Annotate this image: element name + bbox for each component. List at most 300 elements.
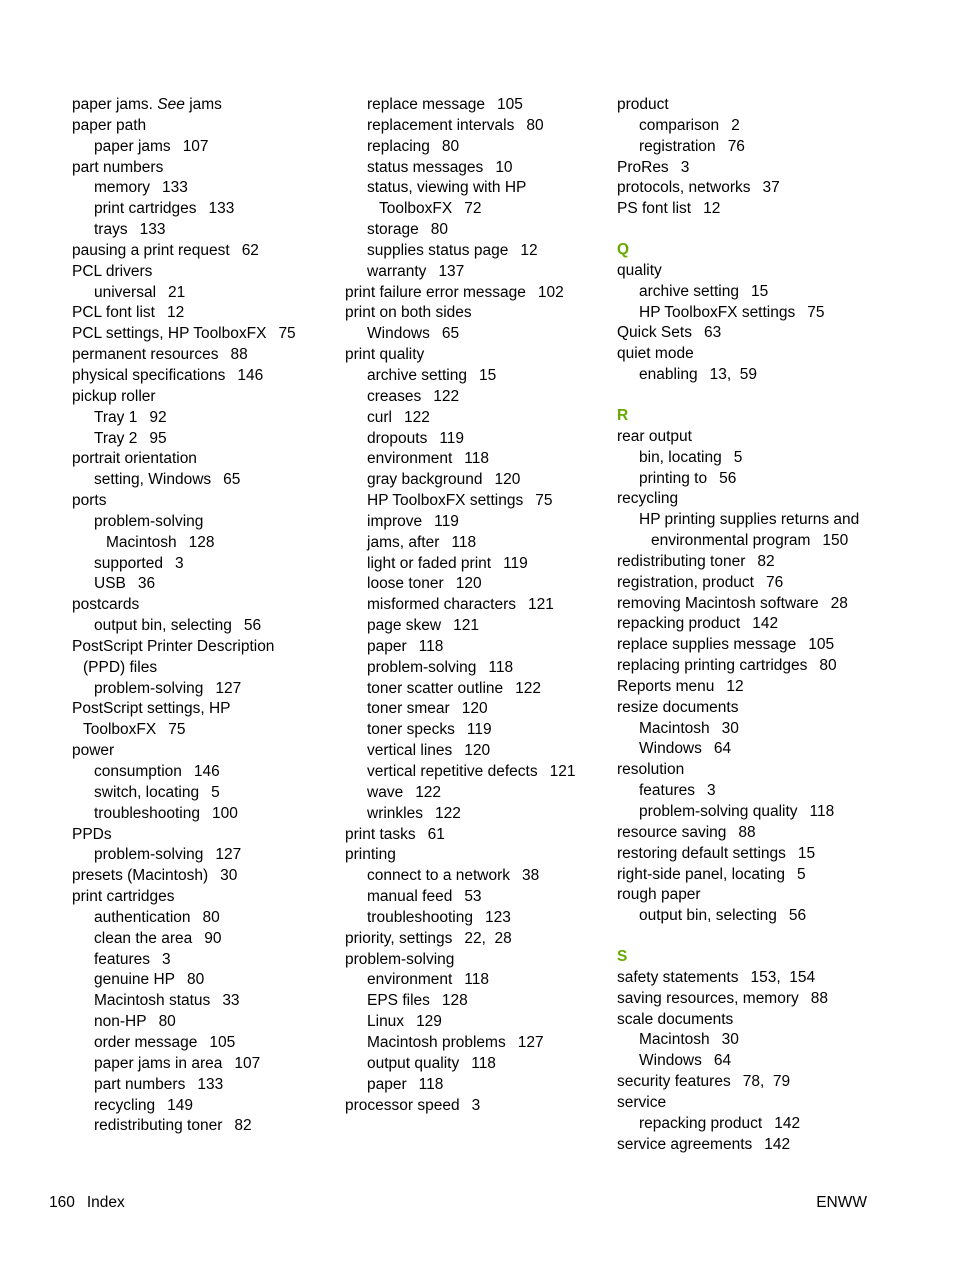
entry-term: HP printing supplies returns and <box>639 511 860 529</box>
entry-term: PCL drivers <box>72 262 153 280</box>
index-letter-heading: R <box>617 406 629 424</box>
index-subentry <box>345 804 605 825</box>
page-reference-link[interactable]: 122 <box>515 679 542 697</box>
index-subentry <box>617 531 887 552</box>
page-reference-link[interactable]: 65 <box>223 471 241 489</box>
page-reference-link[interactable]: 129 <box>416 1013 442 1031</box>
index-column-3 <box>617 95 887 1156</box>
page-reference-link[interactable]: 80 <box>430 221 448 239</box>
entry-term: protocols, networks <box>617 179 751 197</box>
entry-term: part numbers <box>72 158 164 176</box>
index-subentry <box>345 262 605 283</box>
page-reference-link[interactable]: 3 <box>162 950 171 968</box>
entry-term: paper <box>367 637 407 655</box>
entry-term: vertical lines <box>367 742 453 760</box>
page-reference-link[interactable]: 12 <box>167 304 185 322</box>
index-entry <box>617 885 887 906</box>
page-reference-link[interactable]: 119 <box>503 554 528 572</box>
page-reference-link[interactable]: 105 <box>808 636 835 654</box>
page-reference-link[interactable]: 118 <box>488 658 514 676</box>
page-reference-link[interactable]: 5 <box>733 448 743 466</box>
index-entry <box>345 825 605 846</box>
page-reference-link[interactable]: 119 <box>439 429 465 447</box>
entry-term: paper path <box>72 116 147 134</box>
entry-term: Windows <box>639 740 702 758</box>
page-reference-link[interactable]: 56 <box>243 617 262 635</box>
entry-term: replacing <box>367 137 430 155</box>
index-subentry <box>617 282 887 303</box>
page-reference-link[interactable]: 80 <box>526 116 544 134</box>
index-entry <box>72 95 322 116</box>
page-reference-link[interactable]: 21 <box>168 283 186 301</box>
page-reference-link[interactable]: 33 <box>222 992 240 1010</box>
entry-term: non-HP <box>94 1013 147 1031</box>
page-reference-link[interactable]: 133 <box>208 200 235 218</box>
page-reference-link[interactable]: 102 <box>537 283 564 301</box>
see-target-link[interactable]: jams <box>189 96 222 113</box>
page-reference-link[interactable]: 2 <box>731 116 740 134</box>
index-subentry <box>72 845 322 866</box>
entry-term: redistributing toner <box>617 552 746 570</box>
page-reference-link[interactable]: 76 <box>766 573 784 591</box>
page-reference-link[interactable]: 120 <box>455 575 482 593</box>
index-subentry <box>72 679 322 700</box>
entry-term: storage <box>367 221 419 239</box>
doc-code: ENWW <box>816 1194 867 1211</box>
entry-term: Macintosh problems <box>367 1033 506 1051</box>
page-reference-link[interactable]: 107 <box>182 137 209 155</box>
entry-term: Macintosh <box>106 533 177 551</box>
page-reference-link[interactable]: 120 <box>494 471 521 489</box>
page-reference-link[interactable]: 118 <box>464 971 490 989</box>
page-reference-link[interactable]: 88 <box>738 823 756 841</box>
see-reference: See <box>157 96 185 113</box>
entry-term: memory <box>94 179 150 197</box>
index-subentry <box>345 741 605 762</box>
entry-term: improve <box>367 512 423 530</box>
entry-term: recycling <box>94 1096 156 1114</box>
entry-term: Quick Sets <box>617 324 692 342</box>
page-reference-link[interactable]: 10 <box>495 158 513 176</box>
index-subentry <box>617 1114 887 1135</box>
section-name: Index <box>86 1194 125 1211</box>
entry-term: order message <box>94 1033 198 1051</box>
page-reference-link[interactable]: 56 <box>719 469 737 487</box>
page-reference-link[interactable]: 80 <box>187 971 205 989</box>
index-subentry <box>72 408 322 429</box>
index-subentry <box>617 906 887 927</box>
entry-term: trays <box>94 221 128 239</box>
index-entry <box>345 345 605 366</box>
page-reference-link[interactable]: 142 <box>764 1135 791 1153</box>
index-entry <box>617 677 887 698</box>
page-reference-link[interactable]: 118 <box>809 803 835 820</box>
page-reference-link[interactable]: 61 <box>427 825 445 843</box>
page-reference-link[interactable]: 146 <box>237 366 264 384</box>
page-reference-link[interactable]: 122 <box>433 387 460 405</box>
entry-term: toner specks <box>367 721 455 739</box>
page-reference-link[interactable]: 75 <box>168 721 186 739</box>
page-reference-link[interactable]: 30 <box>721 1031 739 1049</box>
index-subentry <box>345 408 605 429</box>
page-reference-link[interactable]: 128 <box>441 992 468 1010</box>
page-reference-link[interactable]: 53 <box>464 888 482 906</box>
entry-term: jams, after <box>367 533 440 551</box>
index-subentry <box>345 616 605 637</box>
page-reference-link[interactable]: 64 <box>713 1052 732 1070</box>
index-subentry <box>72 470 322 491</box>
page-reference-link[interactable]: 105 <box>209 1033 236 1051</box>
page-reference-link[interactable]: 120 <box>464 742 491 760</box>
entry-term: service <box>617 1093 667 1111</box>
index-entry <box>617 760 887 781</box>
entry-term: vertical repetitive defects <box>367 763 538 780</box>
page-reference-link[interactable]: 76 <box>727 137 745 155</box>
index-entry <box>617 1010 887 1031</box>
page-reference-link[interactable]: 92 <box>149 408 167 426</box>
index-entry <box>617 614 887 635</box>
index-subentry <box>617 469 887 490</box>
index-entry <box>72 303 322 324</box>
index-entry <box>72 866 322 887</box>
entry-term: quality <box>617 261 662 279</box>
index-column-2 <box>345 95 605 1116</box>
entry-term: ToolboxFX <box>379 200 453 218</box>
page-reference-link[interactable]: 121 <box>453 617 479 635</box>
entry-term: Macintosh <box>639 719 710 737</box>
entry-term: comparison <box>639 116 720 134</box>
page-reference-link[interactable]: 107 <box>234 1054 261 1072</box>
index-subentry <box>72 554 322 575</box>
page-reference-link[interactable]: 12 <box>726 677 744 695</box>
entry-term: PS font list <box>617 200 692 218</box>
entry-term: processor speed <box>345 1096 460 1114</box>
page-reference-link[interactable]: 88 <box>810 989 829 1007</box>
page-reference-link[interactable]: 80 <box>819 657 837 675</box>
entry-term: problem-solving <box>367 658 477 676</box>
page-reference-link[interactable]: 122 <box>403 408 430 426</box>
entry-term: problem-solving <box>94 679 204 697</box>
index-subentry <box>345 158 605 179</box>
page-reference-link[interactable]: 15 <box>750 282 769 300</box>
index-subentry <box>345 595 605 616</box>
page-reference-link[interactable]: 12 <box>520 241 538 259</box>
page-reference-link[interactable]: 153, 154 <box>750 968 816 986</box>
index-subentry <box>345 762 605 783</box>
index-entry <box>617 489 887 510</box>
page-reference-link[interactable]: 30 <box>220 867 238 885</box>
index-subentry <box>617 802 887 823</box>
index-subentry <box>617 448 887 469</box>
page-reference-link[interactable]: 88 <box>230 346 248 364</box>
index-subentry <box>345 491 605 512</box>
index-subentry <box>72 991 322 1012</box>
page-reference-link[interactable]: 119 <box>434 512 459 530</box>
index-subentry <box>345 908 605 929</box>
index-subentry <box>345 429 605 450</box>
index-subentry <box>345 1075 605 1096</box>
page-reference-link[interactable]: 127 <box>517 1033 544 1051</box>
page-reference-link[interactable]: 82 <box>234 1117 252 1135</box>
index-entry <box>345 1096 605 1117</box>
page-reference-link[interactable]: 13, 59 <box>709 366 758 384</box>
entry-term: right-side panel, locating <box>617 865 786 883</box>
entry-term: print tasks <box>345 825 416 843</box>
index-subentry <box>345 366 605 387</box>
entry-term: archive setting <box>639 282 739 300</box>
index-subentry <box>617 719 887 740</box>
page-reference-link[interactable]: 37 <box>762 179 780 197</box>
page-reference-link[interactable]: 133 <box>139 221 166 239</box>
index-entry <box>72 449 322 470</box>
index-subentry <box>345 324 605 345</box>
index-entry <box>617 823 887 844</box>
index-entry <box>72 158 322 179</box>
entry-term: pausing a print request <box>72 241 230 259</box>
index-subentry <box>345 116 605 137</box>
page-reference-link[interactable]: 72 <box>464 200 482 218</box>
entry-term: repacking product <box>617 615 741 633</box>
page-reference-link[interactable]: 5 <box>797 865 806 883</box>
index-subentry <box>345 991 605 1012</box>
page-reference-link[interactable]: 64 <box>713 740 732 758</box>
index-subentry <box>72 950 322 971</box>
page-reference-link[interactable]: 142 <box>752 615 779 633</box>
index-subentry <box>345 199 605 220</box>
page-reference-link[interactable]: 78, 79 <box>742 1073 791 1091</box>
index-entry <box>617 427 887 448</box>
index-subentry <box>345 387 605 408</box>
index-subentry <box>345 554 605 575</box>
index-entry <box>617 261 887 282</box>
entry-term: EPS files <box>367 992 430 1010</box>
page-reference-link[interactable]: 149 <box>167 1096 194 1114</box>
index-subentry <box>72 929 322 950</box>
index-entry <box>345 845 605 866</box>
index-entry <box>72 366 322 387</box>
index-entry <box>72 741 322 762</box>
entry-term: PCL settings, HP ToolboxFX <box>72 325 267 343</box>
entry-term: quiet mode <box>617 345 694 363</box>
index-subentry <box>617 1030 887 1051</box>
entry-term: print failure error message <box>345 283 526 301</box>
page-reference-link[interactable]: 38 <box>522 867 540 885</box>
page-reference-link[interactable]: 28 <box>830 594 848 612</box>
index-subentry <box>345 887 605 908</box>
entry-term: Macintosh status <box>94 992 211 1010</box>
index-subentry <box>345 533 605 554</box>
page-reference-link[interactable]: 118 <box>464 450 490 468</box>
page-reference-link[interactable]: 90 <box>204 929 222 947</box>
index-subentry <box>345 470 605 491</box>
page-reference-link[interactable]: 142 <box>774 1114 801 1132</box>
index-entry <box>345 303 605 324</box>
entry-term: registration <box>639 137 716 155</box>
index-entry <box>617 844 887 865</box>
entry-term: part numbers <box>94 1075 186 1093</box>
index-entry <box>72 345 322 366</box>
page-reference-link[interactable]: 118 <box>471 1054 496 1072</box>
entry-term: toner smear <box>367 700 450 718</box>
page-reference-link[interactable]: 3 <box>471 1096 481 1114</box>
entry-term: security features <box>617 1073 731 1091</box>
entry-term: page skew <box>367 617 442 635</box>
page-reference-link[interactable]: 3 <box>707 782 716 800</box>
entry-term: status messages <box>367 158 484 176</box>
index-entry <box>72 595 322 616</box>
page-reference-link[interactable]: 119 <box>466 721 492 739</box>
entry-term: PostScript settings, HP <box>72 700 231 718</box>
page-reference-link[interactable]: 150 <box>822 532 849 550</box>
page-reference-link[interactable]: 122 <box>415 783 442 801</box>
entry-term: troubleshooting <box>367 908 473 926</box>
index-entry <box>617 552 887 573</box>
index-subentry <box>345 1033 605 1054</box>
entry-term: Windows <box>367 325 430 343</box>
index-entry <box>72 699 322 720</box>
entry-term: ProRes <box>617 158 669 176</box>
index-subentry <box>345 178 605 199</box>
entry-term: (PPD) files <box>83 658 158 676</box>
page-reference-link[interactable]: 133 <box>161 179 188 197</box>
index-subentry <box>617 137 887 158</box>
page-reference-link[interactable]: 118 <box>418 637 444 655</box>
entry-term: HP ToolboxFX settings <box>367 492 524 510</box>
entry-term: supported <box>94 554 163 572</box>
page-reference-link[interactable]: 121 <box>549 763 576 780</box>
entry-term: features <box>639 782 696 800</box>
index-subentry <box>72 762 322 783</box>
page-reference-link[interactable]: 80 <box>158 1013 176 1031</box>
page-reference-link[interactable]: 121 <box>528 596 554 614</box>
entry-term: toner scatter outline <box>367 679 504 697</box>
index-entry <box>617 1135 887 1156</box>
index-subentry <box>72 783 322 804</box>
entry-term: priority, settings <box>345 929 453 947</box>
index-entry <box>72 387 322 408</box>
page-reference-link[interactable]: 63 <box>703 324 722 342</box>
entry-term: enabling <box>639 366 698 384</box>
index-entry <box>617 1072 887 1093</box>
page-reference-link[interactable]: 146 <box>193 763 220 780</box>
entry-term: problem-solving <box>94 512 204 530</box>
index-entry <box>72 637 322 658</box>
index-entry <box>72 241 322 262</box>
index-subentry <box>617 116 887 137</box>
page-reference-link[interactable]: 120 <box>461 700 488 718</box>
entry-term: printing <box>345 846 396 864</box>
index-subentry <box>72 908 322 929</box>
entry-term: environment <box>367 971 453 989</box>
page-reference-link[interactable]: 137 <box>438 262 465 280</box>
index-subentry <box>345 970 605 991</box>
page-reference-link[interactable]: 75 <box>807 303 825 321</box>
index-entry <box>72 324 322 345</box>
entry-term: bin, locating <box>639 448 722 466</box>
page-reference-link[interactable]: 95 <box>149 429 167 447</box>
page-reference-link[interactable]: 30 <box>721 719 739 737</box>
page-reference-link[interactable]: 127 <box>215 679 242 697</box>
index-subentry <box>345 574 605 595</box>
page-reference-link[interactable]: 75 <box>278 325 296 343</box>
page-reference-link[interactable]: 62 <box>241 241 259 259</box>
index-subentry <box>345 1054 605 1075</box>
index-subentry <box>617 1051 887 1072</box>
entry-term: archive setting <box>367 366 467 384</box>
index-entry <box>617 178 887 199</box>
page-reference-link[interactable]: 128 <box>188 533 215 551</box>
index-subentry <box>617 365 887 386</box>
page-reference-link[interactable]: 5 <box>211 783 220 801</box>
page-reference-link[interactable]: 3 <box>174 554 184 572</box>
entry-term: wave <box>367 783 404 801</box>
page-reference-link[interactable]: 127 <box>215 846 242 864</box>
entry-term: permanent resources <box>72 346 219 364</box>
entry-term: dropouts <box>367 429 428 447</box>
entry-term: status, viewing with HP <box>367 179 527 197</box>
entry-term: Tray 2 <box>94 429 138 447</box>
index-letter-heading: Q <box>617 241 630 259</box>
page-reference-link[interactable]: 80 <box>202 908 220 926</box>
entry-term: creases <box>367 387 422 405</box>
page-reference-link[interactable]: 100 <box>212 804 238 822</box>
index-subentry <box>72 970 322 991</box>
page-reference-link[interactable]: 123 <box>485 908 511 926</box>
entry-term: wrinkles <box>367 804 423 822</box>
page-reference-link[interactable]: 105 <box>497 96 523 113</box>
entry-term: removing Macintosh software <box>617 594 819 612</box>
index-subentry <box>617 781 887 802</box>
page-reference-link[interactable]: 15 <box>797 844 816 862</box>
index-entry <box>345 950 605 971</box>
page-reference-link[interactable]: 12 <box>703 200 721 218</box>
index-subentry <box>72 283 322 304</box>
entry-term: PostScript Printer Description <box>72 637 275 655</box>
page-reference-link[interactable]: 75 <box>535 492 553 510</box>
page-reference-link[interactable]: 3 <box>680 158 690 176</box>
index-entry <box>72 116 322 137</box>
index-subentry <box>72 512 322 533</box>
index-letter-heading: S <box>617 948 628 966</box>
page-reference-link[interactable]: 80 <box>441 137 460 155</box>
page-reference-link[interactable]: 118 <box>451 533 477 551</box>
index-entry <box>617 323 887 344</box>
entry-term: saving resources, memory <box>617 989 799 1007</box>
entry-term: misformed characters <box>367 596 517 614</box>
entry-term: Reports menu <box>617 677 715 695</box>
page-reference-link[interactable]: 15 <box>478 366 497 384</box>
entry-term: presets (Macintosh) <box>72 867 209 885</box>
entry-term: product <box>617 96 669 113</box>
index-entry <box>72 825 322 846</box>
index-subentry <box>72 1033 322 1054</box>
index-entry <box>617 989 887 1010</box>
page-reference-link[interactable]: 22, 28 <box>464 929 512 947</box>
index-subentry <box>345 512 605 533</box>
page-reference-link[interactable]: 82 <box>757 552 775 570</box>
page-reference-link[interactable]: 56 <box>788 907 807 925</box>
page-reference-link[interactable]: 36 <box>137 575 156 593</box>
index-entry <box>72 887 322 908</box>
entry-term: genuine HP <box>94 971 176 989</box>
page-reference-link[interactable]: 122 <box>434 804 461 822</box>
page-reference-link[interactable]: 118 <box>418 1075 444 1093</box>
page-reference-link[interactable]: 65 <box>441 325 460 343</box>
index-subentry <box>345 658 605 679</box>
index-subentry <box>72 658 322 679</box>
page-reference-link[interactable]: 133 <box>197 1075 224 1093</box>
entry-term: output quality <box>367 1054 460 1072</box>
